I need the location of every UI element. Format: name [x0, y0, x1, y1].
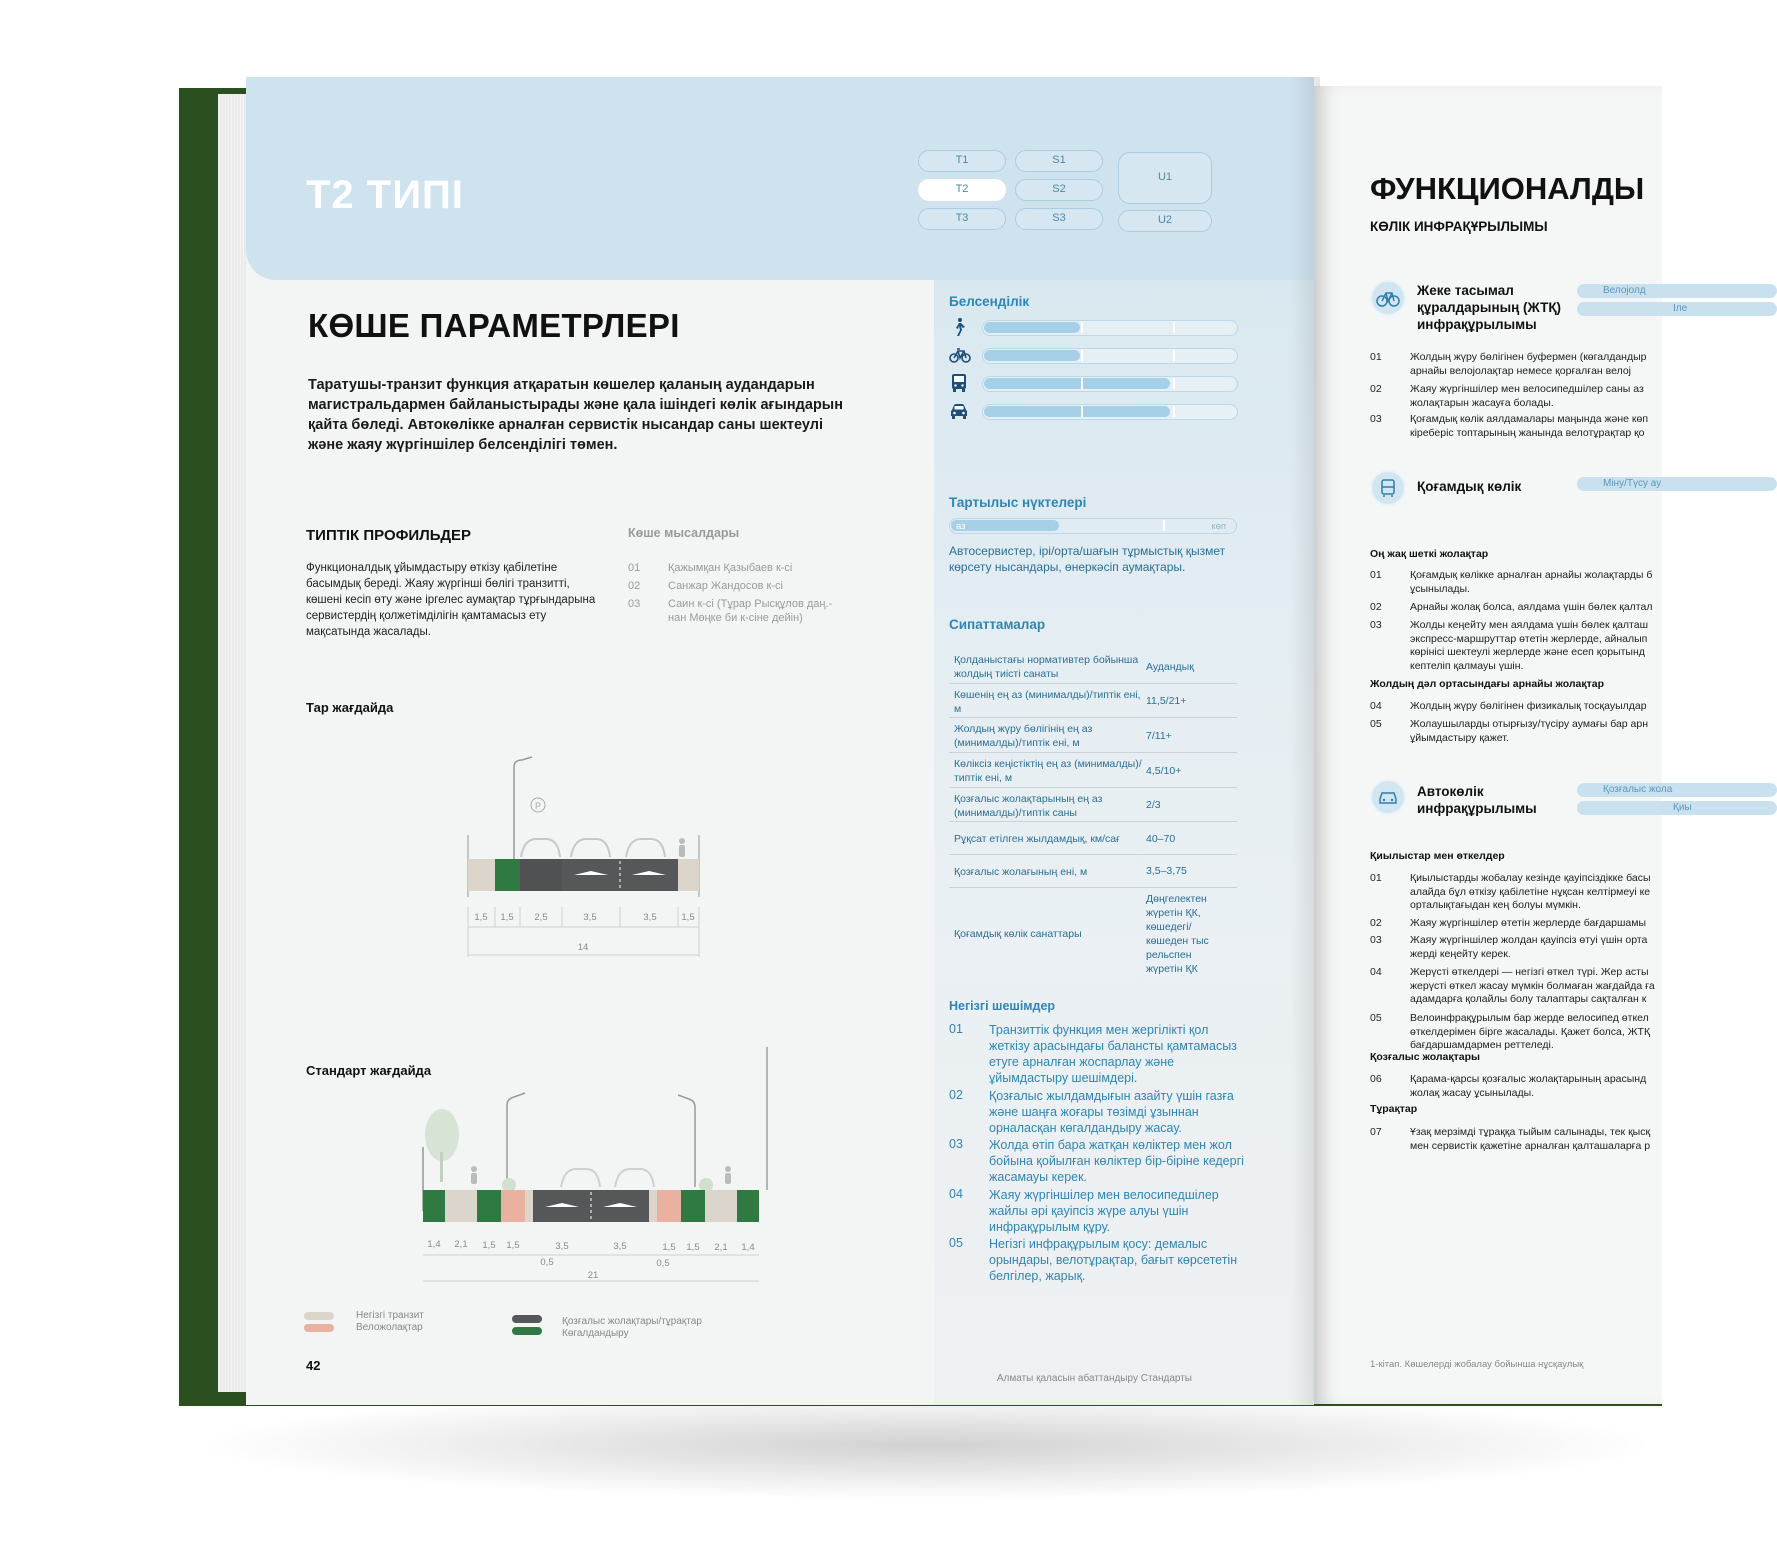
table-row: Көліксіз кеңістіктің ең аз (минималды)/типтік ені, м 4,5/10+ [949, 753, 1237, 788]
table-row: Қозғалыс жолағының ені, м 3,5–3,75 [949, 855, 1237, 888]
profiles-heading: ТИПТІК ПРОФИЛЬДЕР [306, 527, 472, 544]
type-pill-t1[interactable]: Т1 [918, 150, 1006, 172]
right-page-title: ФУНКЦИОНАЛДЫ [1370, 171, 1645, 206]
dimension-label: 2,1 [714, 1242, 728, 1253]
green-segment [423, 1190, 445, 1222]
right-page: ФУНКЦИОНАЛДЫ КӨЛІК ИНФРАҚҰРЫЛЫМЫ Жеке тасымал құралдарының (ЖТҚ) инфрақұрылымы Велоjолд Іле 01 Жолдың жүру бөлігінен буфермен (көгалдандыр арнайы велоjолақтар немесе қорғалған велоj 02 Жаяу жүргіншілер мен велосипедшілер саны аз жолақтарын жасауға болады. 03 Қоғамдық көлік аялдамалары маңында және көп кіреберіс топтарының жанында велотұрақтар қо Қоғамдық көлік Міну/Түсу ау Оң жақ шеткі жолақтар 01 Қоғамдық көлікке арналған арнайы жолақтарды б ұсынылады. 02 Арнайы жолақ болса, аялдама үшін бөлек қалтал 03 Жолды кеңейту мен аялдама үшін бөлек қалташ экспресс-маршруттар өтетін жерлерде, айналып көрінісі шектеулі жерлерде және есеп қорытынд кептеліп қалмауы үшін. Жолдың дәл ортасындағы арнайы жолақтар 04 Жолдың жүру бөлігінен физикалық тосқауылдар 05 Жолаушыларды отырғызу/түсіру аумағы бар арн ұйымдастыру қажет. Автокөлік инфрақұрылымы Қозғалыс жола Қиы Қиылыстар мен өткелдер 01 Қиылыстарды жобалау кезінде қауіпсіздікке басы алайда бұл өткізу қабілетіне нұқсан келтірмеуі ке орталықтағыдан кең болуы мүмкін. 02 Жаяу жүргіншілер өтетін жерлерде бағдаршамы 03 Жаяу жүргіншілер жолдан қауіпсіз өтуі үшін орта жерді кеңейту керек. 04 Жерүсті өткелдері — негізгі өткел түрі. Жер асты жерүсті өткел жасау мүмкін болмаған жағдайда ға адамдарға қолайлы болу талаптары сақталған к 05 Велоинфрақұрылым бар жерде велосипед өткел өткелдерімен бірге жасалады. Қажет болса, ЖТҚ бағдаршамдармен реттеледі. Қозғалыс жолақтары 06 Қарама-қарсы қозғалыс жолақтарының арасынд жолақ жасау ұсынылады. Тұрақтар 07 Ұзақ мерзімді тұраққа тыйым салынады, тек қысқ мен сервистік қажетіне арналған қалташаларға р 1-кітап. Көшелерді жобалау бойынша нұсқаулық [1314, 86, 1662, 1404]
bus-icon [949, 373, 969, 393]
type-pill-s1[interactable]: S1 [1015, 150, 1103, 172]
type-pill-u1[interactable]: U1 [1118, 152, 1212, 204]
total-width-label: 14 [577, 942, 589, 953]
activity-heading: Белсенділік [949, 294, 1030, 309]
legend-green: Көгалдандыру [562, 1328, 629, 1339]
buffer-segment [525, 1190, 533, 1222]
table-row: Рұқсат етілген жылдамдық, км/сағ 40–70 [949, 822, 1237, 855]
category-pill: Міну/Түсу ау [1577, 477, 1777, 491]
type-pill-u2[interactable]: U2 [1118, 210, 1212, 232]
standard-profile-label: Стандарт жағдайда [306, 1063, 432, 1078]
buffer-segment [649, 1190, 657, 1222]
page-heading: КӨШЕ ПАРАМЕТРЛЕРІ [308, 307, 680, 344]
activity-row [949, 345, 971, 370]
bicycle-icon [1372, 282, 1404, 314]
type-pill-s2[interactable]: S2 [1015, 179, 1103, 201]
subsection-title: Оң жақ шеткі жолақтар [1370, 548, 1489, 560]
page-footer: Алматы қаласын абаттандыру Стандарты [996, 1373, 1192, 1384]
sidewalk-segment [678, 859, 699, 891]
dimension-label: 1,5 [686, 1242, 700, 1253]
activity-row [949, 401, 969, 426]
dimension-label: 3,5 [643, 912, 657, 923]
table-row: Қозғалыс жолақтарының ең аз (минималды)/типтік саны 2/3 [949, 788, 1237, 822]
section-title: Жеке тасымал құралдарының (ЖТҚ) инфрақұрылымы [1417, 283, 1562, 332]
bicycle-icon [949, 345, 971, 365]
parked-car-icon [561, 1169, 654, 1187]
dimension-label: 1,5 [474, 912, 488, 923]
attraction-scale [949, 518, 1237, 534]
green-segment [737, 1190, 759, 1222]
legend-bike: Веложолақтар [356, 1322, 423, 1333]
dimension-label: 1,5 [506, 1240, 520, 1251]
sidewalk-segment [468, 859, 495, 891]
bicycle-icon-badge [1370, 280, 1406, 316]
car-icon-badge [1370, 779, 1406, 815]
sidewalk-segment [705, 1190, 737, 1222]
legend-swatch-transit [304, 1312, 334, 1320]
dimension-label: 1,5 [662, 1242, 676, 1253]
legend-lanes: Қозғалыс жолақтары/тұрақтар [562, 1316, 702, 1327]
green-segment [495, 859, 520, 891]
narrow-cross-section-diagram [466, 757, 736, 987]
car-icon [1372, 781, 1404, 813]
type-title: Т2 ТИПІ [306, 173, 464, 217]
car-icon [949, 401, 969, 421]
table-row: Жолдың жүру бөлігінің ең аз (минималды)/типтік ені, м 7/11+ [949, 718, 1237, 753]
activity-row [949, 373, 969, 398]
attraction-bar-fill [951, 520, 1059, 531]
book-shadow [190, 1390, 1662, 1500]
parked-car-icon [521, 839, 665, 857]
dimension-label: 0,5 [656, 1258, 670, 1269]
page-number: 42 [306, 1358, 321, 1373]
dimension-label: 1,4 [427, 1239, 441, 1250]
legend-swatch-lanes [512, 1315, 542, 1323]
dimension-label: 1,5 [681, 912, 695, 923]
svg-text:P: P [534, 801, 542, 811]
subsection-title: Қиылыстар мен өткелдер [1370, 850, 1505, 862]
narrow-profile-label: Тар жағдайда [306, 700, 394, 715]
bike-lane-segment [501, 1190, 525, 1222]
standard-cross-section-diagram [421, 1047, 781, 1282]
pedestrian-icon [679, 838, 685, 857]
table-row: Қолданыстағы нормативтер бойынша жолдың тиісті санаты Аудандық [949, 649, 1237, 684]
dimension-label: 1,5 [500, 912, 514, 923]
bus-icon [1372, 472, 1404, 504]
pedestrian-icon [949, 317, 969, 337]
dimension-label: 0,5 [540, 1257, 554, 1268]
right-page-footer: 1-кітап. Көшелерді жобалау бойынша нұсқаулық [1370, 1359, 1584, 1370]
total-width-label: 21 [587, 1270, 599, 1281]
page-stack [218, 94, 246, 1392]
parking-icon [531, 798, 545, 812]
dimension-label: 3,5 [583, 912, 597, 923]
tree-icon [425, 1109, 459, 1182]
category-pill: Іле [1577, 302, 1777, 316]
dimension-label: 3,5 [613, 1241, 627, 1252]
dimension-label: 2,5 [534, 912, 548, 923]
profiles-text: Функционалдық ұйымдастыру өткізу қабілетіне басымдық береді. Жаяу жүргінші бөлігі транзитті, көшені кесіп өту және іргелес аумақтар тұрғындарына сервистердің қолжетімділігін қамтамасыз ету мақсатында жасалады. [306, 562, 596, 638]
green-segment [477, 1190, 501, 1222]
category-pill: Қиы [1577, 801, 1777, 815]
right-page-subtitle: КӨЛІК ИНФРАҚҰРЫЛЫМЫ [1370, 219, 1548, 234]
activity-bar-fill [984, 322, 1080, 333]
type-pill-t3[interactable]: Т3 [918, 208, 1006, 230]
attraction-heading: Тартылыс нүктелері [949, 495, 1087, 510]
category-pill: Қозғалыс жола [1577, 783, 1777, 797]
activity-bar-fill [984, 350, 1080, 361]
dimension-label: 3,5 [555, 1241, 569, 1252]
subsection-title: Жолдың дәл ортасындағы арнайы жолақтар [1370, 678, 1605, 690]
category-pill: Велоjолд [1577, 284, 1777, 298]
type-pill-s3[interactable]: S3 [1015, 208, 1103, 230]
bus-icon-badge [1370, 470, 1406, 506]
specs-heading: Сипаттамалар [949, 617, 1046, 632]
parking-lane-segment [520, 859, 562, 891]
sidewalk-segment [445, 1190, 477, 1222]
table-row: Қоғамдық көлік санаттары Дөңгелектен жүретін ҚК, көшедегі/ көшеден тыс рельспен жүретін ҚК [954, 893, 1209, 975]
activity-row [949, 317, 969, 342]
subsection-title: Тұрақтар [1370, 1103, 1418, 1115]
left-page: Т2 ТИПІ Т1 Т2 Т3 S1 S2 S3 U1 U2 КӨШЕ ПАРАМЕТРЛЕРІ Таратушы-транзит функция атқаратын көшелер қаланың аудандарын магистральдармен байланыстырады және қала ішіндегі көлік ағындарын қайта бөледі. Автокөлікке арналған сервистік нысандар саны шектеулі және жаяу жүргіншілер белсенділігі төмен. ТИПТІК ПРОФИЛЬДЕР Функционалдық ұйымдастыру өткізу қабілетіне басымдық береді. Жаяу жүргінші бөлігі транзитті, көшені кесіп өту және іргелес аумақтар тұрғындарына сервистердің қолжетімділігін қамтамасыз ету мақсатында жасалады. Көше мысалдары 01 Қажымқан Қазыбаев к-сі 02 Санжар Жандосов к-сі 03 Саин к-сі (Тұрар Рысқұлов даң.-нан Мөңке би к-сіне дейін) Тар жағдайда P 1,5 1,5 2,5 3,5 3,5 1,5 14 Стандарт жағдайда 1,4 2,1 1,5 1,5 3,5 3,5 1,5 1,5 2,1 1,4 0,5 0,5 21 Негізгі транзит Веложолақтар Қозғалыс жолақтары/тұрақтар Көгалдандыру 42 Алматы қаласын абаттандыру Стандарты Белсенділік Тартылыс нүктелері аз көп Автосервистер, ірі/орта/шағын тұрмыстық қызмет көрсету нысандары, өнеркәсіп аумақтары. Сипаттамалар Қолданыстағы нормативтер бойынша жолдың тиісті санаты Аудандық Көшенің ең аз (минималды)/типтік ені, м 11,5/21+ Жолдың жүру бөлігінің ең аз (минималды)/типтік ені, м 7/11+ Көліксіз кеңістіктің ең аз (минималды)/типтік ені, м 4,5/10+ Қозғалыс жолақтарының ең аз (минималды)/типтік саны 2/3 Рұқсат етілген жылдамдық, км/сағ 40–70 Қозғалыс жолағының ені, м 3,5–3,75 Қоғамдық көлік санаттары Дөңгелектен жүретін ҚК, көшедегі/ көшеден тыс рельспен жүретін ҚК Негізгі шешімдер 01 Транзиттік функция мен жергілікті қол жеткізу арасындағы балансты қамтамасыз етуге арналған жоспарлау және ұйымдастыру шешімдері. 02 Қозғалыс жылдамдығын азайту үшін газға және шаңға жоғары төзімді ұзыннан орналасқан көгалдандыру жасау. 03 Жолда өтіп бара жатқан көліктер мен жол бойына қойылған көліктер бір-біріне кедергі жасамауы керек. 04 Жаяу жүргіншілер мен велосипедшілер жайлы әрі қауіпсіз жүре алуы үшін инфрақұрылым құру. 05 Негізгі инфрақұрылым қосу: демалыс орындары, велотұрақтар, бағыт көрсететін белгілер, жарық. [246, 77, 1314, 1405]
streetlight-icon [507, 1093, 695, 1187]
intro-text: Таратушы-транзит функция атқаратын көшелер қаланың аудандарын магистральдармен байланыстырады және қала ішіндегі көлік ағындарын қайта бөледі. Автокөлікке арналған сервистік нысандар саны шектеулі және жаяу жүргіншілер белсенділігі төмен. [308, 377, 843, 453]
legend-transit: Негізгі транзит [356, 1310, 424, 1321]
legend-swatch-bike [304, 1324, 334, 1332]
dimension-label: 2,1 [454, 1239, 468, 1250]
section-title: Автокөлік инфрақұрылымы [1417, 784, 1537, 816]
type-pill-t2[interactable]: Т2 [918, 179, 1006, 201]
shrub-icon [502, 1178, 713, 1192]
subsection-title: Қозғалыс жолақтары [1370, 1051, 1480, 1063]
examples-heading: Көше мысалдары [628, 526, 740, 540]
bike-lane-segment [657, 1190, 681, 1222]
attraction-description: Автосервистер, ірі/орта/шағын тұрмыстық қызмет көрсету нысандары, өнеркәсіп аумақтары. [949, 544, 1226, 574]
attraction-low-label: аз [956, 521, 966, 532]
table-row: Көшенің ең аз (минималды)/типтік ені, м 11,5/21+ [949, 684, 1237, 718]
activity-bar-fill [984, 378, 1170, 389]
section-title: Қоғамдық көлік [1417, 479, 1522, 494]
green-segment [681, 1190, 705, 1222]
legend-swatch-green [512, 1327, 542, 1335]
activity-bar-fill [984, 406, 1170, 417]
dimension-label: 1,4 [741, 1242, 755, 1253]
dimension-label: 1,5 [482, 1240, 496, 1251]
page-header [246, 77, 1314, 280]
decisions-heading: Негізгі шешімдер [949, 999, 1056, 1013]
attraction-high-label: көп [1211, 521, 1226, 532]
